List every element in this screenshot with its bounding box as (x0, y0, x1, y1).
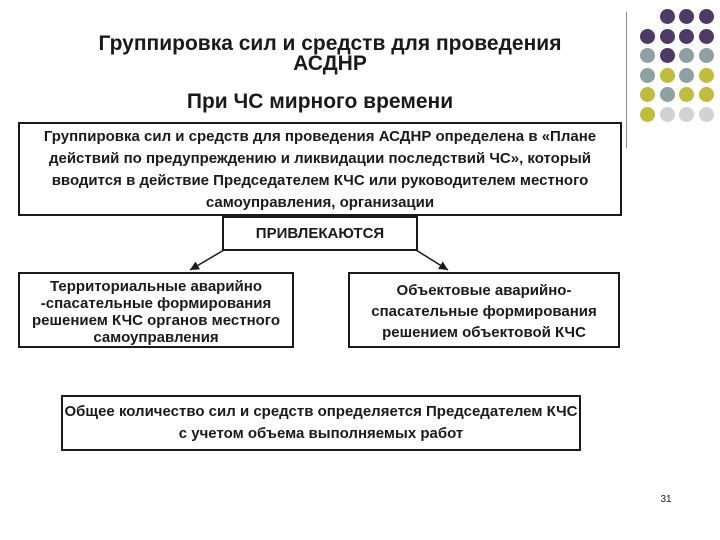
total-forces-box: Общее количество сил и средств определяется Председателем КЧС с учетом объема выполняемых работ (61, 395, 581, 451)
object-units-box: Объектовые аварийно-спасательные формирования решением объектовой КЧС (348, 272, 620, 348)
arrow-to-right-box (416, 250, 448, 270)
page-number: 31 (660, 494, 672, 505)
slide-title-line2: АСДНР (293, 52, 367, 75)
slide-subtitle: При ЧС мирного времени (186, 90, 454, 113)
main-definition-box: Группировка сил и средств для проведения АСДНР определена в «Плане действий по предупреждению и ликвидации последствий ЧС», который вводится в действие Председателем КЧС или руководителем местного самоуправления, организации (18, 122, 622, 216)
territorial-units-box: Территориальные аварийно -спасательные формирования решением КЧС органов местного самоуправления (18, 272, 294, 348)
attract-box: ПРИВЛЕКАЮТСЯ (222, 216, 418, 251)
slide-title-line1: Группировка сил и средств для проведения (98, 32, 562, 55)
arrow-to-left-box (190, 250, 224, 270)
